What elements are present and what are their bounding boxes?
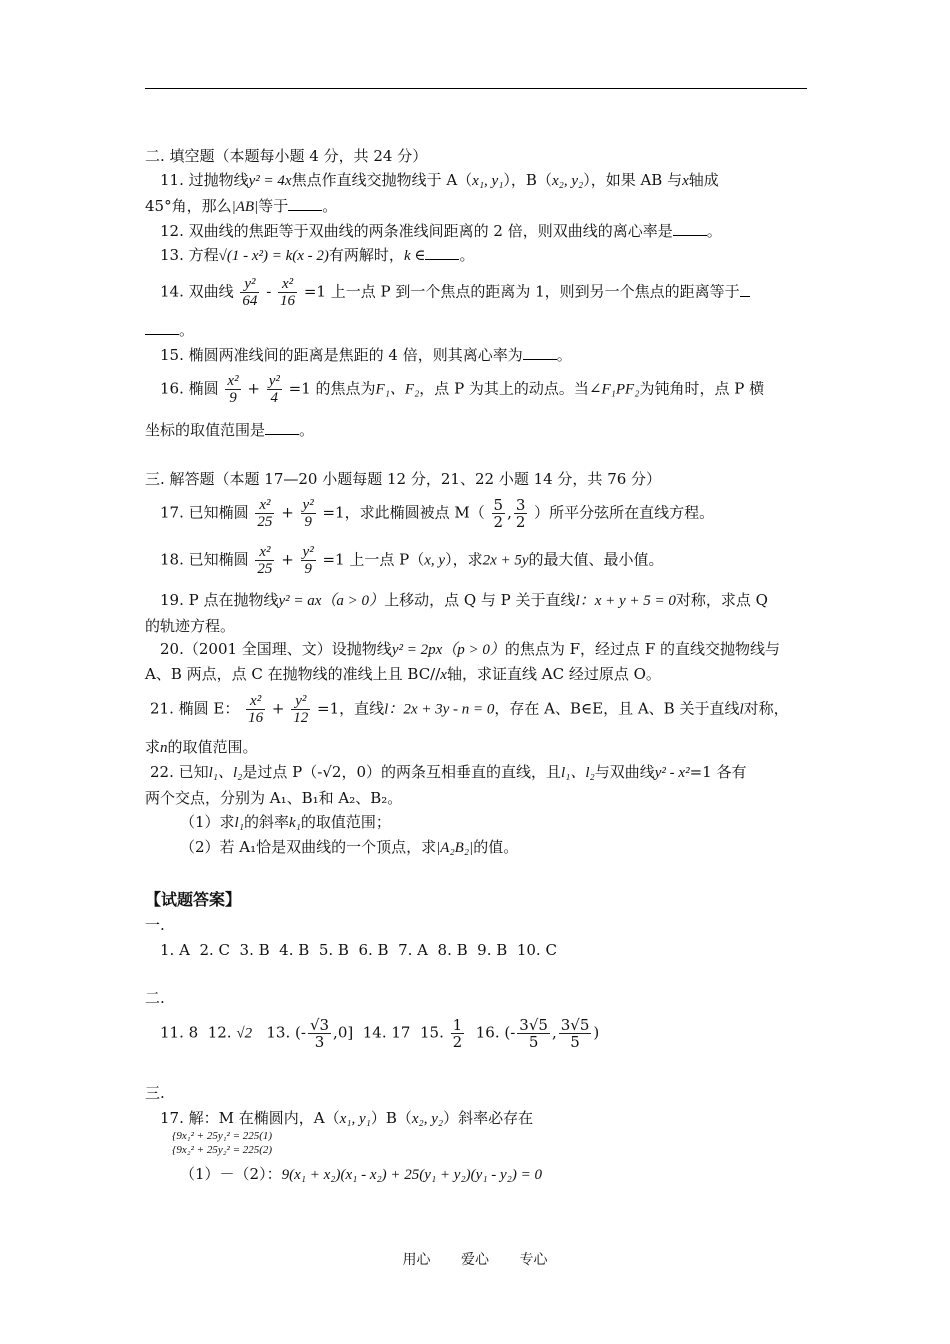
header-rule [145, 88, 807, 89]
answer-17-eq2: {9x₂² + 25y₂² = 225(2) [172, 1144, 273, 1156]
question-21: 21. 椭圆 E： $\frac{\text{x²}}{16}$ + $\frac{\text{y²}}{12}$ =1，直线l：2x + 3y - n = 0，存在 A、B∈E，且 A、B 关于直线l对称， [150, 693, 789, 726]
fraction: $\frac{5}{2}$ [493, 496, 504, 531]
fraction: $\frac{\text{y²}}{9}$ [302, 544, 314, 577]
question-21-line2: 求n的取值范围。 [145, 738, 258, 756]
question-14: 14. 双曲线 $\frac{\text{y²}}{64}$ - $\frac{\text{x²}}{16}$ =1 上一点 P 到一个焦点的距离为 1，则到另一个焦点的距离等于 [160, 276, 750, 309]
question-20-line2: A、B 两点，点 C 在抛物线的准线上且 BC//x轴，求证直线 AC 经过原点 O。 [145, 665, 661, 683]
answer-blank [265, 420, 299, 435]
question-19-line2: 的轨迹方程。 [145, 617, 236, 635]
answer-17-line1: 17. 解：M 在椭圆内，A（x₁, y₁）B（x₂, y₂）斜率必存在 [160, 1109, 534, 1127]
fraction: $\frac{\text{y²}}{12}$ [293, 693, 309, 726]
answers-heading: 【试题答案】 [145, 890, 242, 909]
question-14-line2: 。 [145, 320, 194, 340]
fraction: $\frac{\text{y²}}{4}$ [268, 373, 280, 406]
question-19: 19. P 点在抛物线y² = ax（a > 0）上移动，点 Q 与 P 关于直线l：x + y + 5 = 0对称，求点 Q [160, 591, 768, 609]
fraction: $\frac{1}{2}$ [452, 1016, 463, 1051]
question-13: 13. 方程√(1 - x²) = k(x - 2)有两解时，k ∈ 。 [160, 246, 475, 264]
answers-fill: 11. 8 12. √2 13. (- $\frac{√3}{3}$ ,0] 14. 17 15. $\frac{1}{2}$ 16. (- $\frac{3√5}{5}$ , $\frac{3√5}{5}$ ) [160, 1016, 600, 1051]
section-2-title: 二. 填空题（本题每小题 4 分，共 24 分） [145, 147, 428, 165]
fraction: $\frac{3}{2}$ [515, 496, 526, 531]
fraction: $\frac{3√5}{5}$ [519, 1016, 548, 1051]
question-16-line2: 坐标的取值范围是 。 [145, 421, 315, 439]
fraction: $\frac{\text{x²}}{25}$ [257, 544, 273, 577]
answer-blank [425, 245, 459, 260]
question-20: 20.（2001 全国理、文）设抛物线y² = 2px（p > 0）的焦点为 F，经过点 F 的直线交抛物线与 [160, 640, 780, 658]
question-16: 16. 椭圆 $\frac{\text{x²}}{9}$ + $\frac{\text{y²}}{4}$ =1 的焦点为F₁、F₂，点 P 为其上的动点。当∠F₁PF₂为钝角时，点 P 横 [160, 373, 765, 406]
answers-section-3: 三. [145, 1084, 165, 1102]
answer-blank [673, 221, 707, 236]
answer-blank [523, 345, 557, 360]
question-15: 15. 椭圆两准线间的距离是焦距的 4 倍，则其离心率为 。 [160, 346, 572, 364]
answer-17-line3: （1）－（2）：9(x₁ + x₂)(x₁ - x₂) + 25(y₁ + y₂)(y₁ - y₂) = 0 [180, 1165, 543, 1183]
question-22-part2: （2）若 A₁恰是双曲线的一个顶点，求|A₂B₂|的值。 [180, 838, 519, 856]
question-22-line2: 两个交点，分别为 A₁、B₁和 A₂、B₂。 [145, 789, 403, 807]
fraction: $\frac{\text{x²}}{16}$ [248, 693, 264, 726]
fraction: $\frac{\text{x²}}{9}$ [227, 373, 239, 406]
question-11-line1: 11. 过抛物线y² = 4x焦点作直线交抛物线于 A（x₁, y₁），B（x₂, y₂），如果 AB 与x轴成 [160, 171, 719, 189]
answers-section-1: 一. [145, 916, 165, 934]
fraction: $\frac{3√5}{5}$ [560, 1016, 590, 1051]
question-22: 22. 已知l₁、l₂是过点 P（-√2，0）的两条互相垂直的直线，且l₁、l₂与双曲线y² - x²=1 各有 [150, 763, 747, 781]
fraction: $\frac{\text{x²}}{16}$ [280, 276, 296, 309]
fraction: $\frac{√3}{3}$ [309, 1016, 330, 1051]
answer-17-eq1: {9x₁² + 25y₁² = 225(1) [172, 1130, 273, 1142]
question-12: 12. 双曲线的焦距等于双曲线的两条准线间距离的 2 倍，则双曲线的离心率是 。 [160, 222, 722, 240]
question-18: 18. 已知椭圆 $\frac{\text{x²}}{25}$ + $\frac{\text{y²}}{9}$ =1 上一点 P（x, y），求2x + 5y的最大值、最小值。 [160, 544, 664, 577]
answer-blank [288, 196, 322, 211]
answer-blank [145, 320, 179, 335]
answers-choice: 1. A 2. C 3. B 4. B 5. B 6. B 7. A 8. B 9. B 10. C [160, 941, 557, 959]
answers-section-2: 二. [145, 989, 165, 1007]
fraction: $\frac{\text{x²}}{25}$ [257, 497, 273, 530]
fraction: $\frac{\text{y²}}{9}$ [302, 497, 314, 530]
section-3-title: 三. 解答题（本题 17—20 小题每题 12 分，21、22 小题 14 分，共 76 分） [145, 470, 662, 488]
question-22-part1: （1）求l₁的斜率k₁的取值范围； [180, 813, 391, 831]
question-11-line2: 45°角，那么|AB|等于 。 [145, 197, 338, 215]
answer-blank [740, 282, 750, 297]
question-17: 17. 已知椭圆 $\frac{\text{x²}}{25}$ + $\frac{\text{y²}}{9}$ =1，求此椭圆被点 M（ $\frac{5}{2}$ , $\frac{3}{2}$ ）所平分弦所在直线方程。 [160, 496, 715, 531]
page-footer: 用心 爱心 专心 [402, 1252, 548, 1268]
fraction: $\frac{\text{y²}}{64}$ [242, 276, 258, 309]
